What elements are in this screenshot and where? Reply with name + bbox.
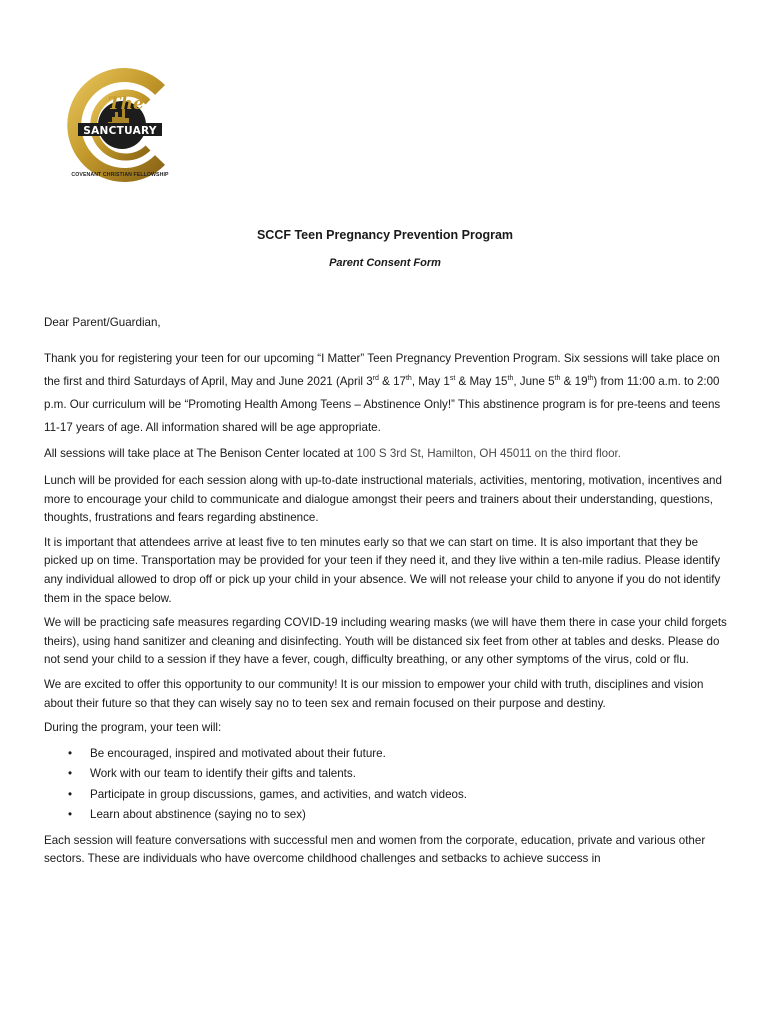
paragraph-covid: We will be practicing safe measures regarding COVID-19 including wearing masks (we will have them there in case your child forgets theirs), using hand sanitizer and cleaning and disinfecting. Youth will be distanced six feet from other at tables and desks. Please do not send your child to a session if they have a fever, cough, difficulty breathing, or any other symptoms of the virus, cold or flu. bbox=[44, 616, 727, 667]
p1-sup-1: rd bbox=[372, 374, 379, 382]
p1-text-c: , May 1 bbox=[411, 374, 450, 388]
p1-sup-3: st bbox=[449, 374, 456, 382]
location-address: 100 S 3rd St, Hamilton, OH 45011 on the third floor. bbox=[356, 447, 622, 461]
logo-caption: COVENANT CHRISTIAN FELLOWSHIP bbox=[71, 172, 169, 178]
p1-text-e: , June 5 bbox=[513, 374, 555, 388]
list-item: • Learn about abstinence (saying no to sex) bbox=[68, 805, 728, 826]
letter-body bbox=[44, 314, 728, 875]
logo-main-text: SANCTUARY bbox=[83, 125, 157, 137]
p1-text-b: & 17 bbox=[378, 374, 406, 388]
p1-text-a: Thank you for registering your teen for our upcoming “I Matter” Teen Pregnancy Prevention Program. Six sessions will take place on the first and third Saturdays of April, May and June 2021 (April 3 bbox=[44, 351, 720, 388]
logo-script-text: The bbox=[108, 94, 144, 114]
p1-sup-4: th bbox=[507, 374, 514, 382]
list-item: • Work with our team to identify their gifts and talents. bbox=[68, 764, 728, 785]
page-subtitle: Parent Consent Form bbox=[329, 257, 441, 269]
p1-sup-2: th bbox=[405, 374, 412, 382]
p1-text-f: & 19 bbox=[560, 374, 588, 388]
list-item: • Participate in group discussions, games, and activities, and watch videos. bbox=[68, 785, 728, 806]
program-bullet-list bbox=[44, 744, 728, 826]
page-title: SCCF Teen Pregnancy Prevention Program bbox=[256, 228, 514, 242]
paragraph-lunch: Lunch will be provided for each session along with up-to-date instructional materials, activities, mentoring, motivation, incentives and more to encourage your child to communicate and dialogue amongst their peers and trainers about their understanding, questions, thoughts, frustrations and fears regarding abstinence. bbox=[44, 474, 722, 525]
p1-text-d: & May 15 bbox=[455, 374, 508, 388]
p1-text-g: ) from 11:00 a.m. to 2:00 p.m. Our curriculum will be “Promoting Health Among Teens – Abstinence Only!” This abstinence program is for pre-teens and teens 11-17 years of age. All information shared will be age appropriate. bbox=[44, 374, 721, 435]
paragraph-speakers: Each session will feature conversations with successful men and women from the corporate, education, private and various other sectors. These are individuals who have overcome childhood challenges and setbacks to achieve success in bbox=[44, 833, 706, 866]
paragraph-location bbox=[44, 445, 728, 464]
p1-sup-6: th bbox=[587, 374, 594, 382]
paragraph-timing: It is important that attendees arrive at least five to ten minutes early so that we can start on time. It is also important that they be picked up on time. Transportation may be provided for your teen if they need it, and they live within a ten-mile radius. Please identify any individual allowed to drop off or pick up your child in your absence. We will not release your child to anyone if you do not identify them in the space below. bbox=[44, 535, 721, 605]
paragraph-mission: We are excited to offer this opportunity to our community! It is our mission to empower your child with truth, disciplines and vision about their future so that they can wisely say no to teen sex and remain focused on their purpose and destiny. bbox=[44, 677, 704, 710]
paragraph-program-intro: During the program, your teen will: bbox=[44, 721, 222, 735]
list-item: • Be encouraged, inspired and motivated about their future. bbox=[68, 744, 728, 765]
paragraph-intro bbox=[44, 347, 728, 440]
salutation: Dear Parent/Guardian, bbox=[44, 316, 161, 329]
location-text: All sessions will take place at The Benison Center located at bbox=[44, 447, 357, 461]
p1-sup-5: th bbox=[554, 374, 561, 382]
